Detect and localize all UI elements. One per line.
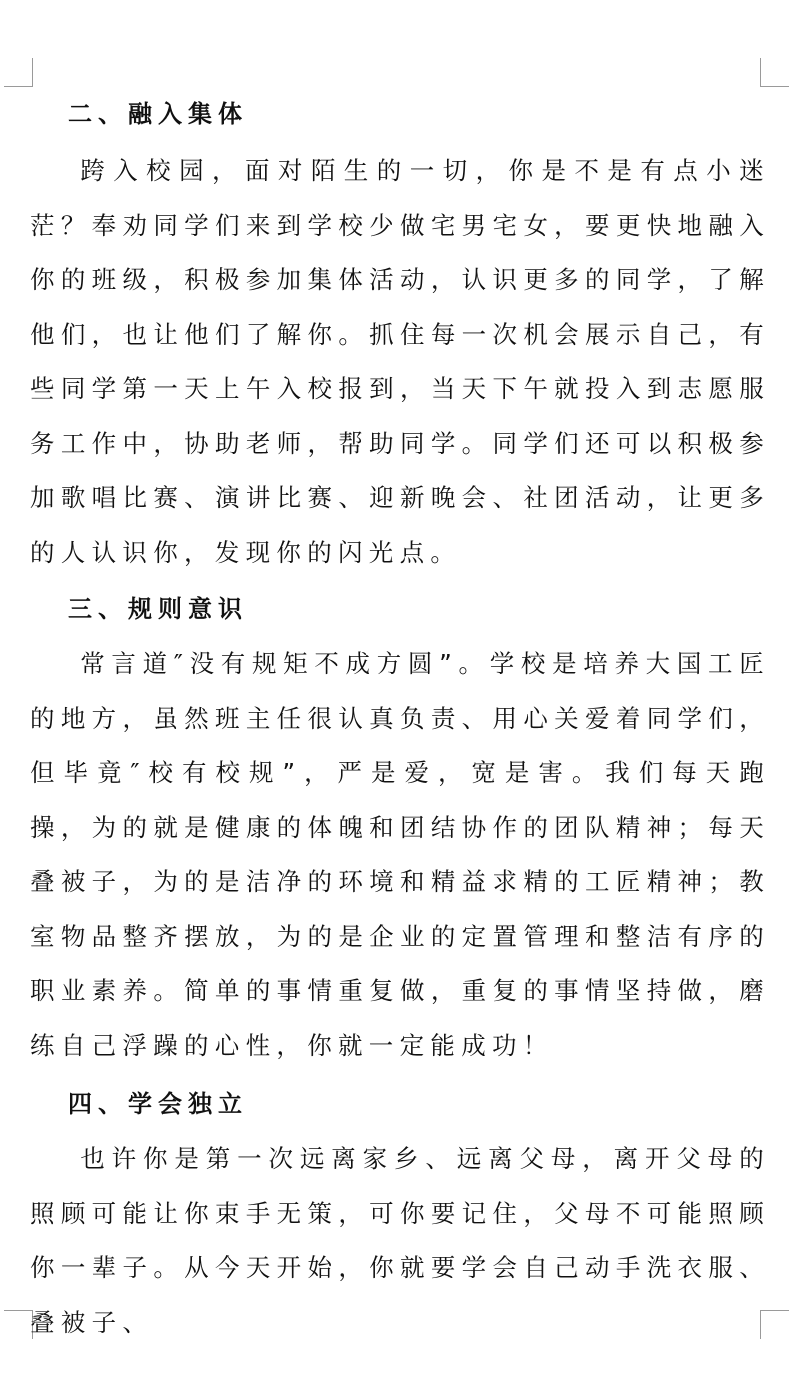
page-corner-mark-top-left [4,58,33,87]
section-heading-fit-in: 二、融入集体 [68,100,248,128]
section-body-rules: 常言道″没有规矩不成方圆”。学校是培养大国工匠的地方，虽然班主任很认真负责、用心关爱着同学们，但毕竟″校有校规”，严是爱，宽是害。我们每天跑操，为的就是健康的体魄和团结协作的团队精神；每天叠被子，为的是洁净的环境和精益求精的工匠精神；教室物品整齐摆放，为的是企业的定置管理和整洁有序的职业素养。简单的事情重复做，重复的事情坚持做，磨练自己浮躁的心性，你就一定能成功！ [30,649,770,1060]
section-body-fit-in: 跨入校园，面对陌生的一切，你是不是有点小迷茫？奉劝同学们来到学校少做宅男宅女，要更快地融入你的班级，积极参加集体活动，认识更多的同学，了解他们，也让他们了解你。抓住每一次机会展示自己，有些同学第一天上午入校报到，当天下午就投入到志愿服务工作中，协助老师，帮助同学。同学们还可以积极参加歌唱比赛、演讲比赛、迎新晚会、社团活动，让更多的人认识你，发现你的闪光点。 [30,156,770,567]
page-corner-mark-bottom-left [4,1310,33,1339]
page-corner-mark-top-right [760,58,789,87]
document-page [30,86,770,1350]
section-body-independence: 也许你是第一次远离家乡、远离父母，离开父母的照顾可能让你束手无策，可你要记住，父母不可能照顾你一辈子。从今天开始，你就要学会自己动手洗衣服、叠被子、 [30,1144,770,1337]
section-heading-independence: 四、学会独立 [68,1090,248,1118]
section-heading-rules: 三、规则意识 [68,595,248,623]
